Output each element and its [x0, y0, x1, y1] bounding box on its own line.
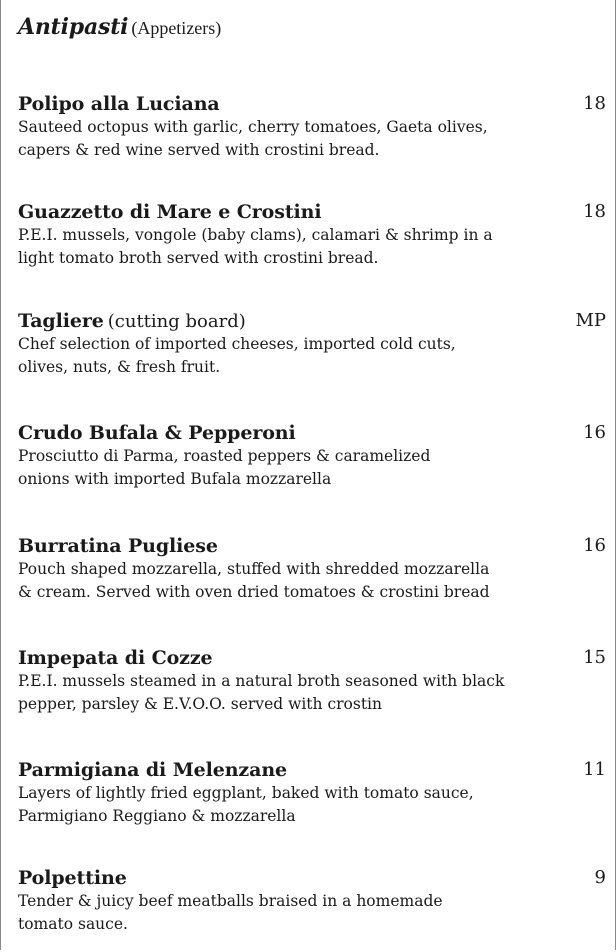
description-line: olives, nuts, & fresh fruit.	[18, 358, 221, 376]
description-line: P.E.I. mussels, vongole (baby clams), calamari & shrimp in a	[18, 226, 493, 244]
menu-item	[18, 420, 606, 491]
menu-item-price: 9	[594, 867, 606, 888]
description-line: Layers of lightly fried eggplant, baked with tomato sauce,	[18, 784, 474, 802]
menu-item-description	[18, 116, 538, 162]
menu-item-description	[18, 558, 538, 604]
section-header	[18, 14, 221, 40]
description-line: Prosciutto di Parma, roasted peppers & caramelized	[18, 447, 431, 465]
menu-item-name: Impepata di Cozze	[18, 647, 213, 669]
menu-item-header	[18, 645, 606, 671]
menu-item-name: Polipo alla Luciana	[18, 93, 220, 115]
menu-item-header	[18, 420, 606, 446]
menu-item-header	[18, 199, 606, 225]
menu-item	[18, 308, 606, 379]
menu-item-price: MP	[575, 310, 606, 331]
description-line: Pouch shaped mozzarella, stuffed with shredded mozzarella	[18, 560, 490, 578]
description-line: capers & red wine served with crostini bread.	[18, 141, 380, 159]
menu-item-name: Parmigiana di Melenzane	[18, 759, 288, 781]
menu-item-description	[18, 890, 538, 936]
menu-item	[18, 533, 606, 604]
menu-item	[18, 199, 606, 270]
menu-item-price: 11	[583, 759, 606, 780]
menu-item-header	[18, 533, 606, 559]
description-line: Sauteed octopus with garlic, cherry tomatoes, Gaeta olives,	[18, 118, 488, 136]
description-line: pepper, parsley & E.V.O.O. served with crostin	[18, 695, 382, 713]
description-line: Chef selection of imported cheeses, imported cold cuts,	[18, 335, 456, 353]
menu-item-header	[18, 91, 606, 117]
section-title: Antipasti	[18, 14, 129, 40]
menu-item-name: Crudo Bufala & Pepperoni	[18, 422, 296, 444]
menu-item-header	[18, 308, 606, 334]
menu-item-description	[18, 445, 538, 491]
menu-item	[18, 865, 606, 936]
menu-item-price: 16	[583, 422, 606, 443]
menu-item-header	[18, 757, 606, 783]
menu-item-description	[18, 670, 538, 716]
menu-item-name: Tagliere	[18, 310, 104, 332]
menu-item-description	[18, 333, 538, 379]
menu-item-name: Guazzetto di Mare e Crostini	[18, 201, 322, 223]
description-line: tomato sauce.	[18, 915, 128, 933]
menu-item-header	[18, 865, 606, 891]
menu-item	[18, 757, 606, 828]
menu-item-note: (cutting board)	[107, 311, 246, 332]
menu-item-name: Polpettine	[18, 867, 127, 889]
description-line: light tomato broth served with crostini bread.	[18, 249, 379, 267]
menu-item-description	[18, 224, 538, 270]
description-line: Tender & juicy beef meatballs braised in a homemade	[18, 892, 443, 910]
description-line: P.E.I. mussels steamed in a natural broth seasoned with black	[18, 672, 505, 690]
section-subtitle: (Appetizers)	[131, 18, 222, 38]
description-line: Parmigiano Reggiano & mozzarella	[18, 807, 296, 825]
menu-item-description	[18, 782, 538, 828]
menu-item	[18, 91, 606, 162]
description-line: onions with imported Bufala mozzarella	[18, 470, 332, 488]
menu-item	[18, 645, 606, 716]
menu-item-price: 15	[583, 647, 606, 668]
menu-item-price: 16	[583, 535, 606, 556]
menu-item-name: Burratina Pugliese	[18, 535, 218, 557]
description-line: & cream. Served with oven dried tomatoes & crostini bread	[18, 583, 490, 601]
menu-item-price: 18	[583, 93, 606, 114]
menu-item-price: 18	[583, 201, 606, 222]
